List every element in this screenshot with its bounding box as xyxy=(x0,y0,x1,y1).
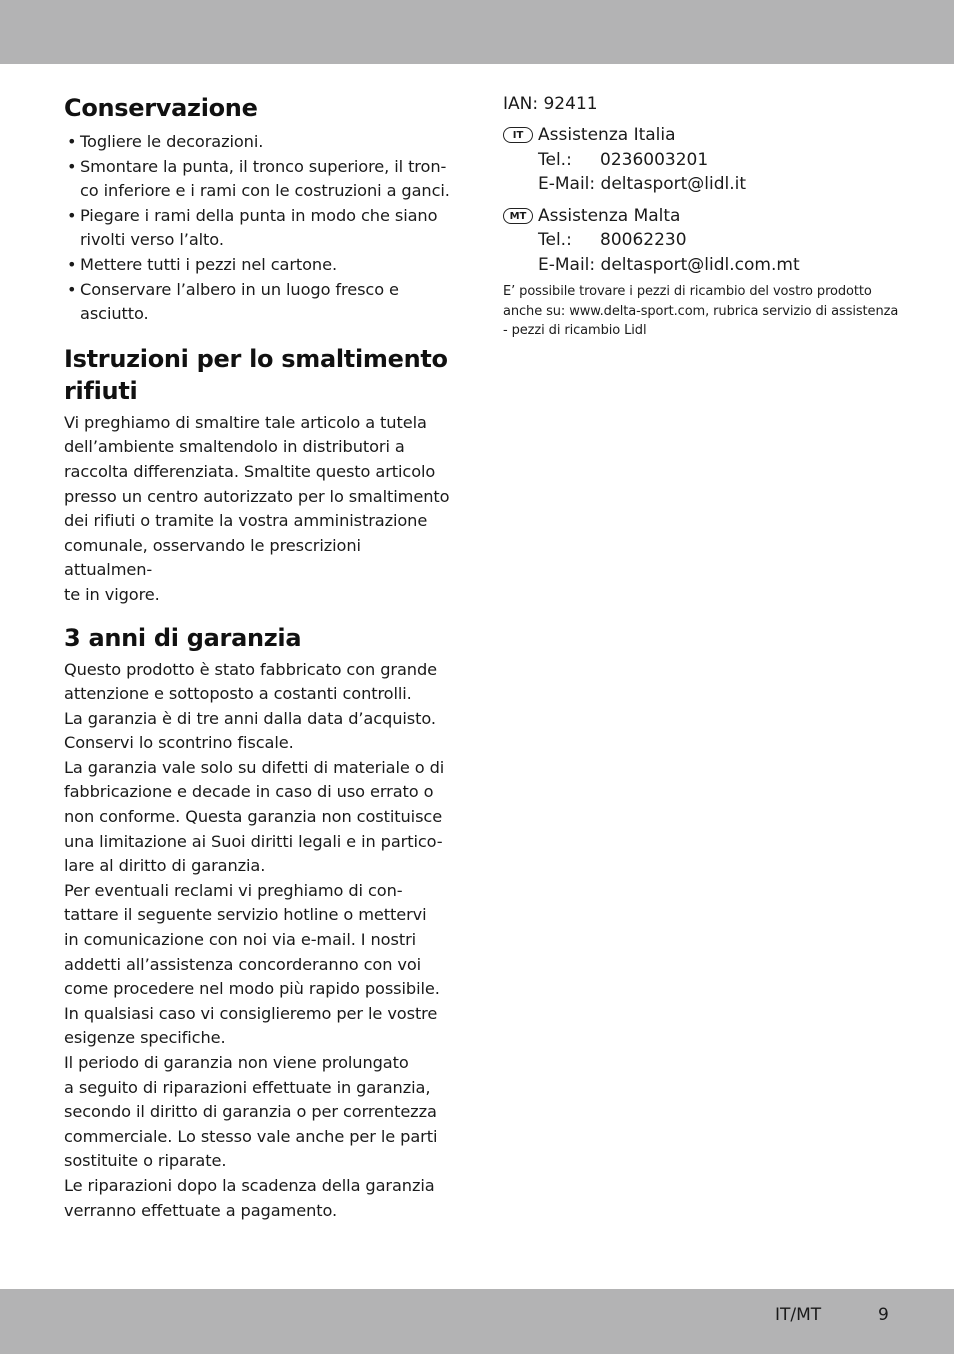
contact-email xyxy=(538,253,903,278)
section-title-garanzia: 3 anni di garanzia xyxy=(64,623,302,652)
title-line-2: rifiuti xyxy=(64,376,138,405)
ian-number: IAN: 92411 xyxy=(503,94,598,114)
email-label: E-Mail: xyxy=(538,174,596,194)
section-title-smaltimento xyxy=(64,343,454,407)
list-item: • Piegare i rami della punta in modo che siano rivolti verso l’alto. xyxy=(67,205,438,250)
list-item-text: Smontare la punta, il tronco superiore, il tron- co inferiore e i rami con le costruzioni a ganci. xyxy=(80,156,450,201)
contact-italia xyxy=(503,123,903,197)
title-line-1: Istruzioni per lo smaltimento xyxy=(64,344,448,373)
tel-number[interactable]: 0236003201 xyxy=(600,149,709,170)
language-code: IT/MT xyxy=(775,1305,822,1325)
list-item-text: Conservare l’albero in un luogo fresco e asciutto. xyxy=(80,279,399,324)
list-item-text: Togliere le decorazioni. xyxy=(80,132,264,151)
right-column xyxy=(503,92,903,341)
spare-parts-note: E’ possibile trovare i pezzi di ricambio del vostro prodotto anche su: www.delta-sport.com, rubrica servizio di assistenza - pezzi di ricambio Lidl xyxy=(503,284,899,338)
email-address[interactable]: deltasport@lidl.com.mt xyxy=(600,254,800,275)
section-title-conservazione: Conservazione xyxy=(64,94,258,122)
list-item: • Mettere tutti i pezzi nel cartone. xyxy=(67,254,337,274)
list-item: • Conservare l’albero in un luogo fresco e asciutto. xyxy=(67,279,399,324)
garanzia-paragraph: Il periodo di garanzia non viene prolungato a seguito di riparazioni effettuate in garanzia, secondo il diritto di garanzia o per correntezza commerciale. Lo stesso vale anche per le parti sostituite o riparate. xyxy=(64,1053,438,1171)
smaltimento-text: Vi preghiamo di smaltire tale articolo a tutela dell’ambiente smaltendolo in distributori a raccolta differenziata. Smaltite questo articolo presso un centro autorizzato per lo smaltimento dei rifiuti o tramite la vostra amministrazione comunale, osservando le prescrizioni attualmen- te in vigore. xyxy=(64,412,450,604)
garanzia-paragraph: La garanzia vale solo su difetti di materiale o di fabbricazione e decade in caso di uso errato o non conforme. Questa garanzia non costituisce una limitazione ai Suoi diritti legali e in partico- lare al diritto di garanzia. xyxy=(64,757,445,876)
contact-email xyxy=(538,172,903,197)
contact-tel xyxy=(538,228,903,253)
contact-name: Assistenza Italia xyxy=(538,125,676,145)
malta-flag-icon: MT xyxy=(503,208,533,224)
list-item-text: Piegare i rami della punta in modo che siano rivolti verso l’alto. xyxy=(80,205,438,250)
garanzia-paragraph: Le riparazioni dopo la scadenza della garanzia verranno effettuate a pagamento. xyxy=(64,1175,435,1220)
contact-tel xyxy=(538,148,903,173)
section-garanzia xyxy=(64,622,454,1224)
italy-flag-icon: IT xyxy=(503,127,533,143)
contact-malta xyxy=(503,204,903,278)
tel-label: Tel.: xyxy=(538,149,572,170)
list-item: • Smontare la punta, il tronco superiore, il tron- co inferiore e i rami con le costruzioni a ganci. xyxy=(67,156,450,201)
email-address[interactable]: deltasport@lidl.it xyxy=(600,174,747,194)
contact-name: Assistenza Malta xyxy=(538,205,681,226)
list-item-text: Mettere tutti i pezzi nel cartone. xyxy=(80,254,337,274)
left-column xyxy=(64,92,454,1223)
page-number: 9 xyxy=(878,1305,889,1325)
section-smaltimento xyxy=(64,343,454,608)
tel-label: Tel.: xyxy=(538,230,572,250)
conservazione-list xyxy=(64,130,454,327)
list-item: • Togliere le decorazioni. xyxy=(67,132,264,151)
garanzia-paragraph: Per eventuali reclami vi preghiamo di con- tattare il seguente servizio hotline o mettervi in comunicazione con noi via e-mail. I nostri addetti all’assistenza concorderanno con voi come procedere nel modo più rapido possibile. In qualsiasi caso vi consiglieremo per le vostre esigenze specifiche. xyxy=(64,880,440,1048)
garanzia-paragraph: La garanzia è di tre anni dalla data d’acquisto. Conservi lo scontrino fiscale. xyxy=(64,708,436,753)
email-label: E-Mail: xyxy=(538,254,596,275)
header-bar xyxy=(0,0,954,64)
garanzia-paragraph: Questo prodotto è stato fabbricato con grande attenzione e sottoposto a costanti controlli. xyxy=(64,659,437,704)
tel-number[interactable]: 80062230 xyxy=(600,230,687,250)
